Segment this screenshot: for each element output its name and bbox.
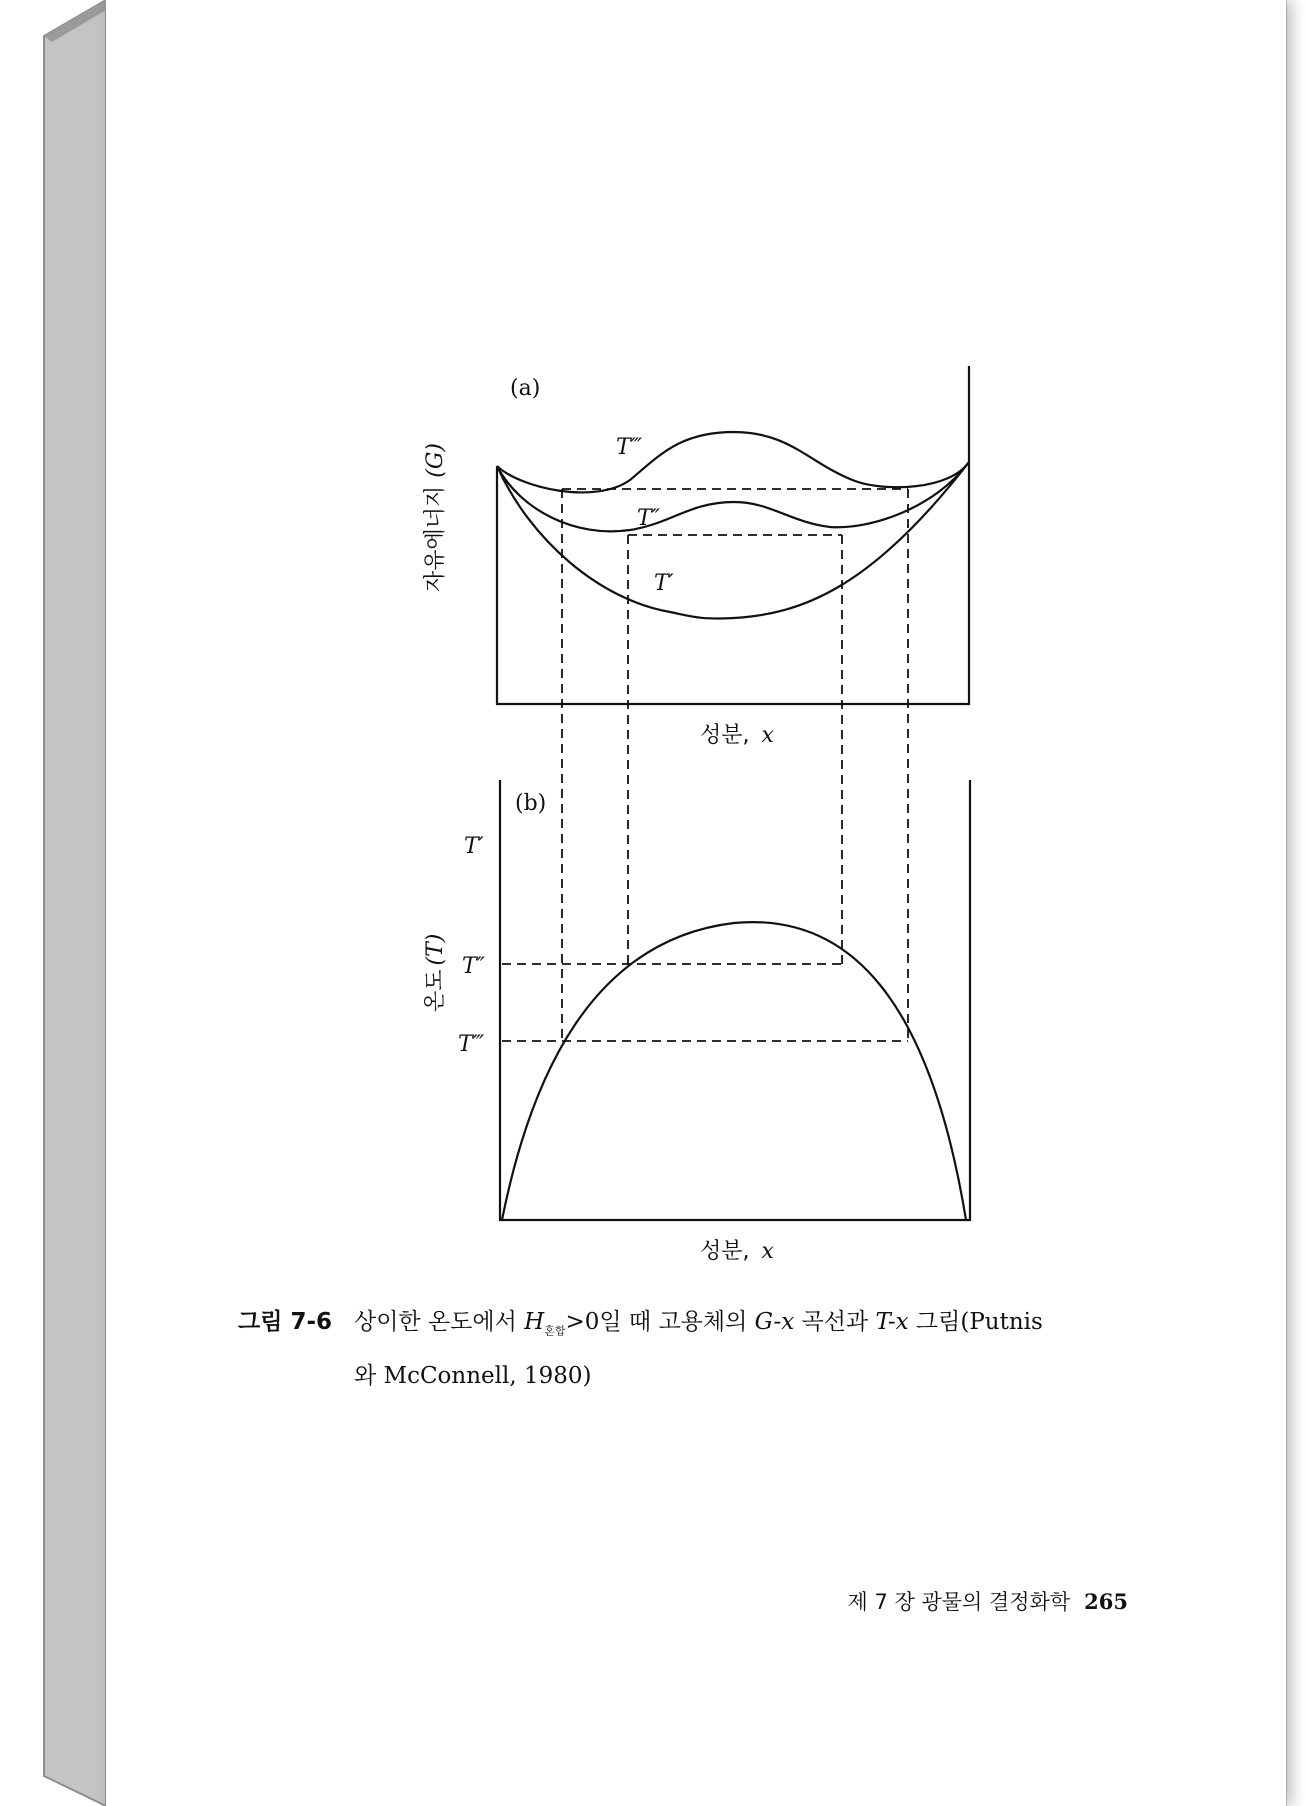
panel-a-xlabel: 성분, x (700, 723, 774, 748)
curve-t2 (497, 462, 969, 531)
curve-t3 (497, 432, 969, 492)
curve-label-t2: T″ (637, 506, 660, 531)
tick-label-t3: T‴ (458, 1032, 485, 1057)
curve-label-t1: T′ (654, 571, 674, 596)
panel-a-ylabel: 자유에너지(G) (423, 442, 448, 592)
chapter-title: 제 7 장 광물의 결정화학 (847, 1590, 1071, 1614)
solvus-curve (502, 922, 966, 1220)
panel-b-ylabel: 온도(T) (423, 933, 448, 1012)
figure-number: 그림 7-6 (238, 1309, 332, 1335)
tick-label-t2: T″ (462, 954, 485, 979)
page-footer (848, 1586, 1128, 1616)
panel-b-label: (b) (515, 791, 547, 816)
tick-label-t1: T′ (464, 834, 484, 859)
caption-line-2: 와 McConnell, 1980) (354, 1362, 592, 1389)
curve-t1 (497, 462, 969, 619)
page-number: 265 (1084, 1589, 1128, 1614)
curve-label-t3: T‴ (616, 435, 643, 460)
figure-caption (238, 1300, 1138, 1398)
panel-b-axes (500, 780, 970, 1220)
panel-a-label: (a) (510, 376, 541, 401)
panel-b-xlabel: 성분, x (700, 1239, 774, 1264)
caption-line-1: 그림 7-6 상이한 온도에서 $H_{혼합}>0$일 때 고용체의 G-x 곡선과 T-x 그림(Putnis (238, 1300, 1138, 1354)
h-symbol: H (524, 1309, 545, 1335)
